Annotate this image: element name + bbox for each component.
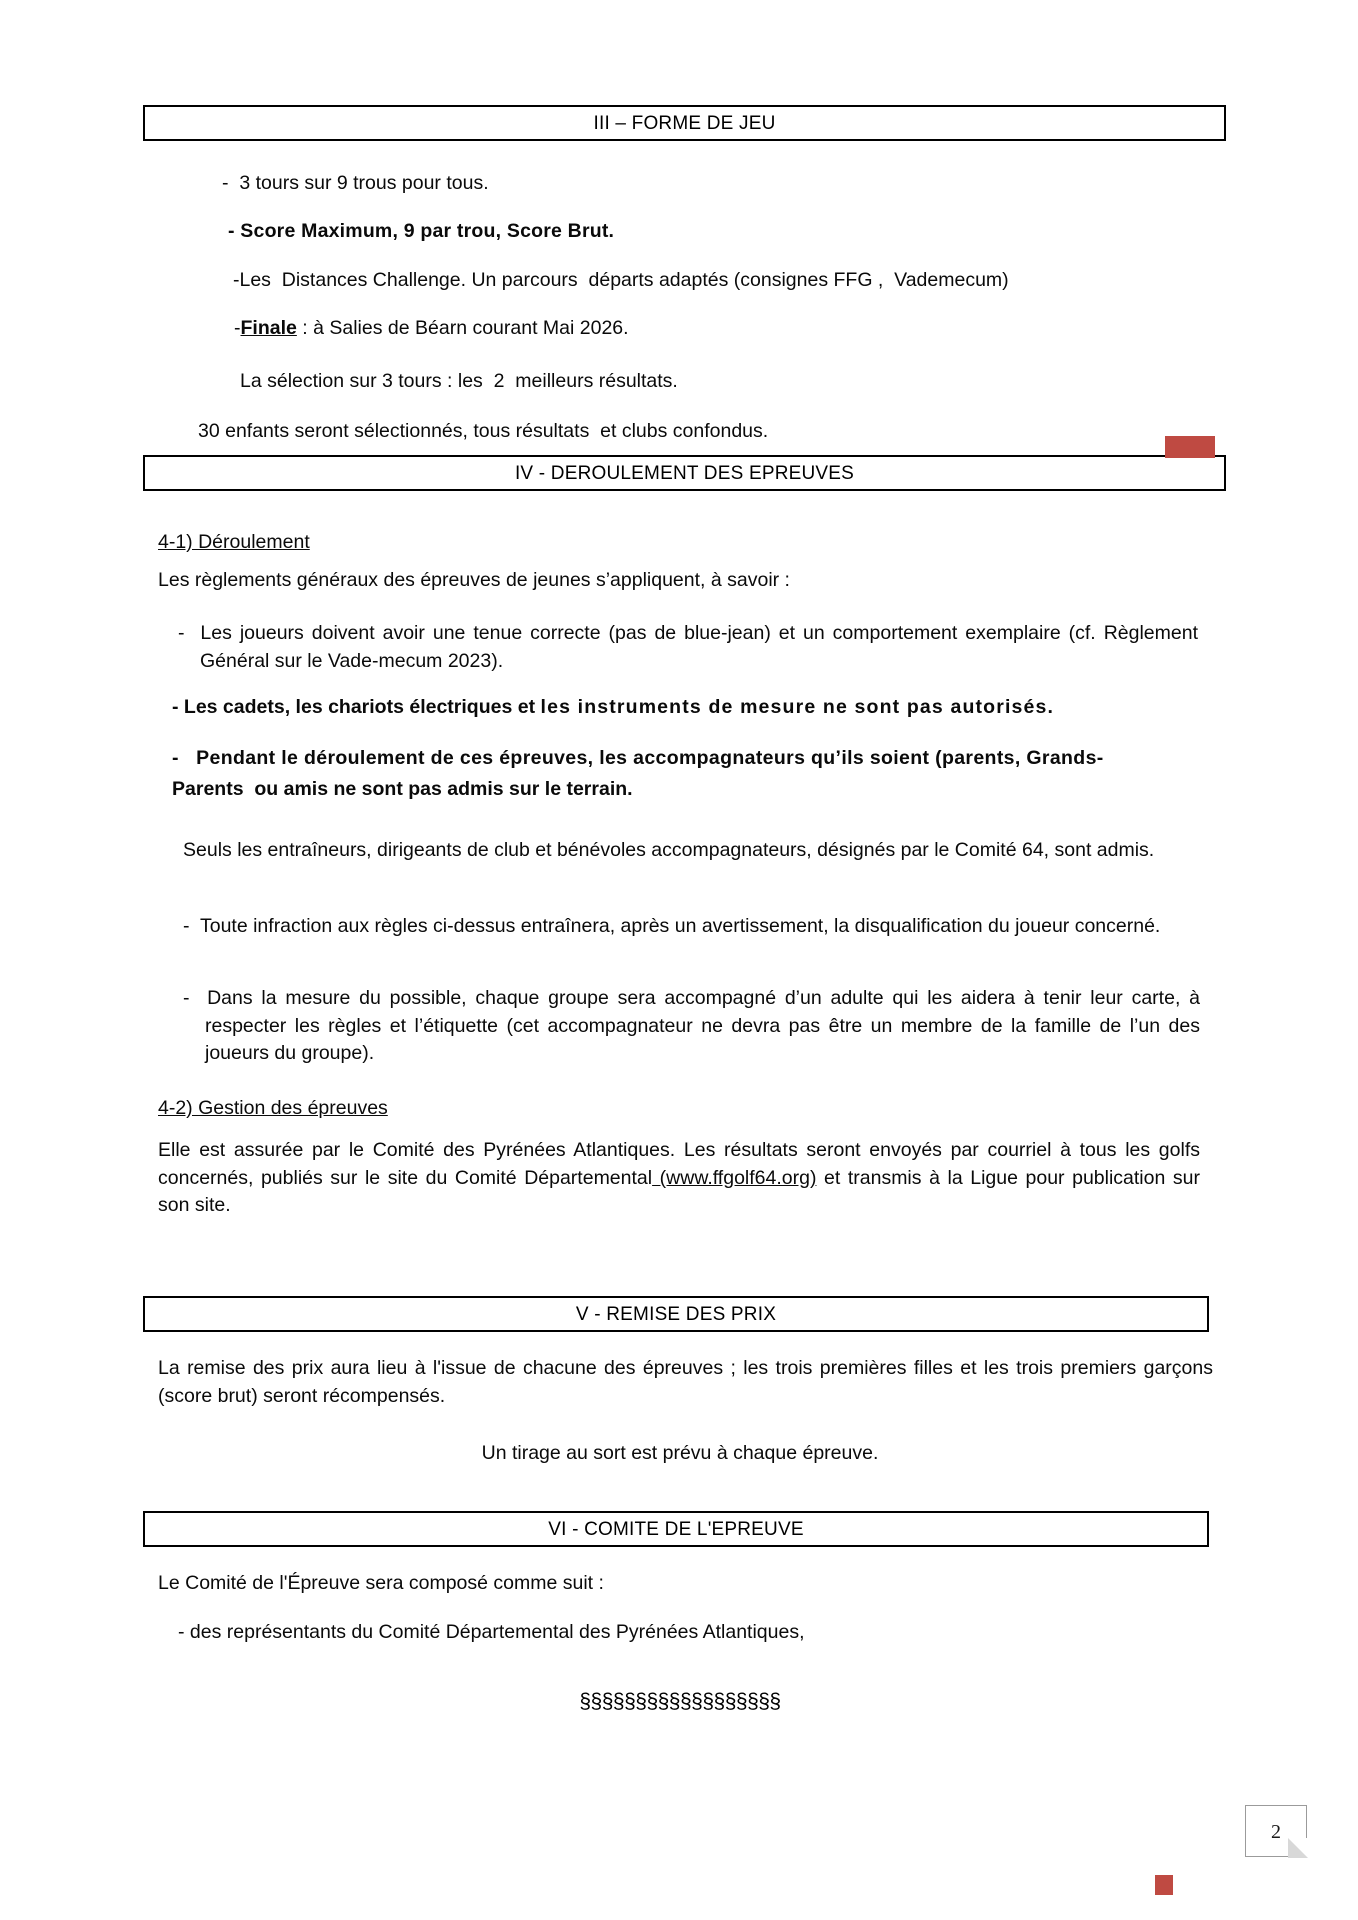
bullet-accompagnateurs-line1: [172, 745, 1227, 773]
finale-label: Finale: [240, 317, 297, 339]
accomp-text: - Pendant le déroulement de ces épreuves, les accompagnateurs qu’ils soient (parents, Grands: [172, 747, 1097, 769]
paragraph-comite-compose: Le Comité de l'Épreuve sera composé comme suit :: [158, 1572, 604, 1594]
line-selection: La sélection sur 3 tours : les 2 meilleurs résultats.: [240, 370, 678, 392]
bullet-dans-la-mesure: - Dans la mesure du possible, chaque groupe sera accompagné d’un adulte qui les aidera à tenir leur carte, à respecter les règles et l’étiquette (cet accompagnateur ne devra pas être un membre de la famille de l’un des joueurs du groupe).: [183, 987, 1206, 1065]
section-heading-v: V - REMISE DES PRIX: [143, 1296, 1209, 1332]
line-distances-challenge: -Les Distances Challenge. Un parcours départs adaptés (consignes FFG , Vademecum): [233, 269, 1009, 291]
section-heading-iii: III – FORME DE JEU: [143, 105, 1226, 141]
paragraph-seuls-entraineurs: Seuls les entraîneurs, dirigeants de club et bénévoles accompagnateurs, désignés par le Comité 64, sont admis.: [183, 839, 1155, 861]
line-enfants-selectionnes: 30 enfants seront sélectionnés, tous résultats et clubs confondus.: [198, 420, 769, 442]
accomp-hyphen: -: [1096, 747, 1104, 769]
section-heading-iv: IV - DEROULEMENT DES EPREUVES: [143, 455, 1226, 491]
bullet-accompagnateurs-line2: Parents ou amis ne sont pas admis sur le terrain.: [172, 778, 633, 800]
red-highlight-mark-top: [1165, 436, 1215, 458]
line-tours: - 3 tours sur 9 trous pour tous.: [222, 172, 489, 194]
paragraph-remise-des-prix: La remise des prix aura lieu à l'issue de chacune des épreuves ; les trois premières filles et les trois premiers garçons (score brut) seront récompensés.: [158, 1357, 1219, 1407]
gestion-text-1: Elle est assurée par le Comité des Pyrénées Atlantiques. Les résultats seront envoyés par courriel à tous les golfs concernés, publiés sur le site du Comité Départemental: [158, 1139, 1206, 1189]
subsection-title-4-1: 4-1) Déroulement: [158, 531, 310, 553]
bullet-toute-infraction: - Toute infraction aux règles ci-dessus entraînera, après un avertissement, la disqualification du joueur concerné.: [183, 915, 1161, 937]
line-finale: [234, 315, 934, 343]
finale-dash: -: [234, 317, 241, 339]
ffgolf64-link[interactable]: (www.ffgolf64.org): [652, 1166, 817, 1189]
page-fold-corner-icon: [1288, 1838, 1308, 1858]
bullet-tenue-correcte: - Les joueurs doivent avoir une tenue correcte (pas de blue-jean) et un comportement exemplaire (cf. Règlement Général sur le Vade-mecum 2023).: [178, 622, 1204, 672]
subsection-title-4-2: 4-2) Gestion des épreuves: [158, 1097, 388, 1119]
page-number-box: 2: [1245, 1805, 1307, 1857]
section-heading-vi: VI - COMITE DE L'EPREUVE: [143, 1511, 1209, 1547]
bullet-cadets-chariots: [172, 694, 1232, 722]
bullet-representants: - des représentants du Comité Départemental des Pyrénées Atlantiques,: [178, 1621, 805, 1643]
bullet-cadets-part1: - Les cadets, les chariots électriques et: [172, 696, 541, 718]
paragraph-gestion-epreuves: [158, 1137, 1206, 1220]
paragraph-reglements-generaux: Les règlements généraux des épreuves de jeunes s’appliquent, à savoir :: [158, 569, 790, 591]
gestion-text-2: et transmis à la Ligue pour publication sur son site.: [158, 1166, 1206, 1217]
paragraph-tirage-au-sort: Un tirage au sort est prévu à chaque épreuve.: [481, 1442, 879, 1464]
bullet-cadets-part2: les instruments de mesure ne sont pas autorisés.: [540, 696, 1055, 718]
red-highlight-mark-bottom: [1155, 1875, 1173, 1895]
line-score-maximum: - Score Maximum, 9 par trou, Score Brut.: [228, 220, 615, 242]
ornament-section-signs: §§§§§§§§§§§§§§§§§§: [579, 1690, 781, 1713]
finale-rest: : à Salies de Béarn courant Mai 2026.: [296, 317, 629, 339]
